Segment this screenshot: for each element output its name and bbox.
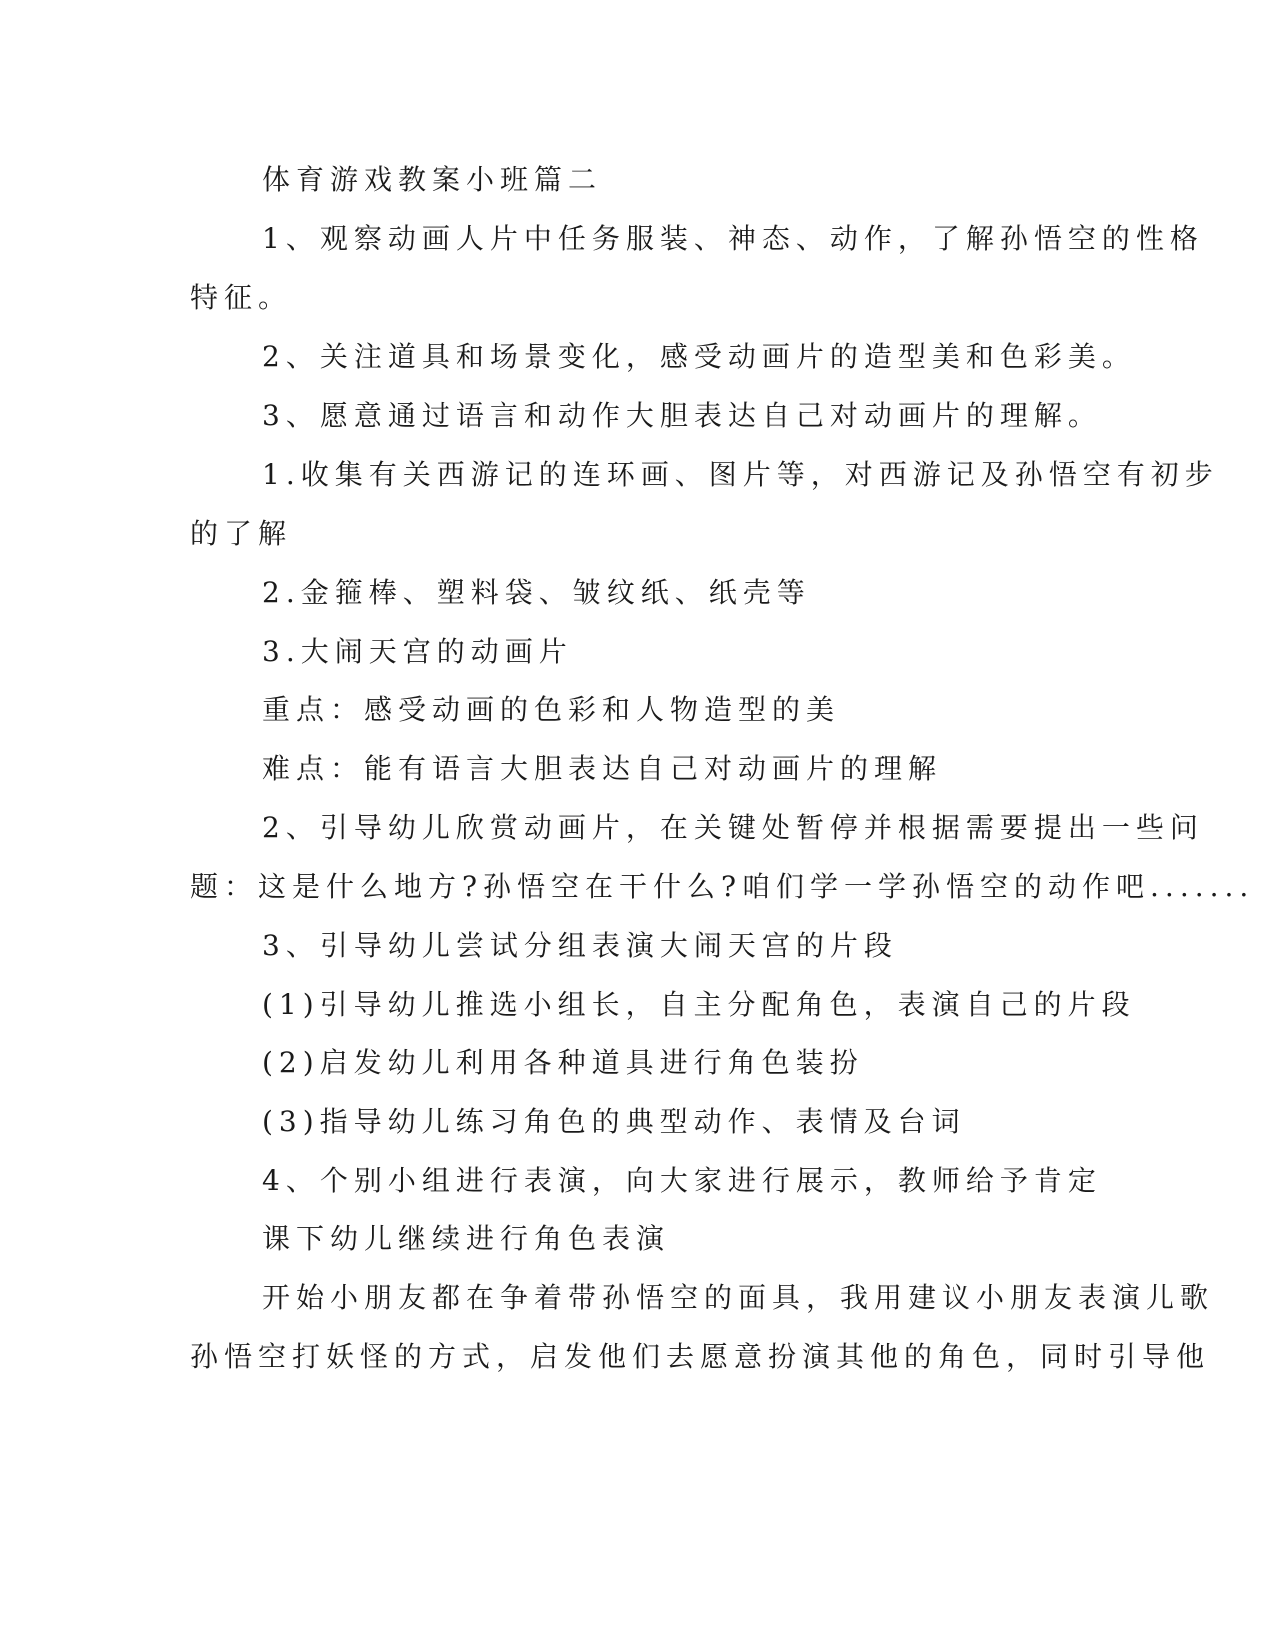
process-3-1: (1)引导幼儿推选小组长，自主分配角色，表演自己的片段 (262, 988, 1136, 1021)
document-title: 体育游戏教案小班篇二 (262, 163, 603, 196)
goal-1-line-1: 1、观察动画人片中任务服装、神态、动作，了解孙悟空的性格 (262, 222, 1204, 255)
process-2-line-1: 2、引导幼儿欣赏动画片，在关键处暂停并根据需要提出一些问 (262, 811, 1204, 844)
process-3: 3、引导幼儿尝试分组表演大闹天宫的片段 (262, 929, 898, 962)
preparation-1-line-1: 1.收集有关西游记的连环画、图片等，对西游记及孙悟空有初步 (262, 458, 1219, 491)
goal-3: 3、愿意通过语言和动作大胆表达自己对动画片的理解。 (262, 399, 1102, 432)
goal-1-line-2: 特征。 (190, 281, 293, 314)
process-3-2: (2)启发幼儿利用各种道具进行角色装扮 (262, 1046, 864, 1079)
process-3-3: (3)指导幼儿练习角色的典型动作、表情及台词 (262, 1105, 966, 1138)
reflection-line-1: 开始小朋友都在争着带孙悟空的面具，我用建议小朋友表演儿歌 (262, 1281, 1215, 1314)
difficulty: 难点：能有语言大胆表达自己对动画片的理解 (262, 752, 943, 785)
process-4: 4、个别小组进行表演，向大家进行展示，教师给予肯定 (262, 1164, 1102, 1197)
preparation-2: 2.金箍棒、塑料袋、皱纹纸、纸壳等 (262, 576, 811, 609)
reflection-line-2: 孙悟空打妖怪的方式，启发他们去愿意扮演其他的角色，同时引导他 (190, 1340, 1211, 1373)
process-2-line-2: 题：这是什么地方?孙悟空在干什么?咱们学一学孙悟空的动作吧....... (190, 870, 1255, 903)
goal-2: 2、关注道具和场景变化，感受动画片的造型美和色彩美。 (262, 340, 1136, 373)
extension: 课下幼儿继续进行角色表演 (262, 1222, 671, 1255)
preparation-1-line-2: 的了解 (190, 517, 293, 550)
key-point: 重点：感受动画的色彩和人物造型的美 (262, 693, 841, 726)
preparation-3: 3.大闹天宫的动画片 (262, 635, 573, 668)
